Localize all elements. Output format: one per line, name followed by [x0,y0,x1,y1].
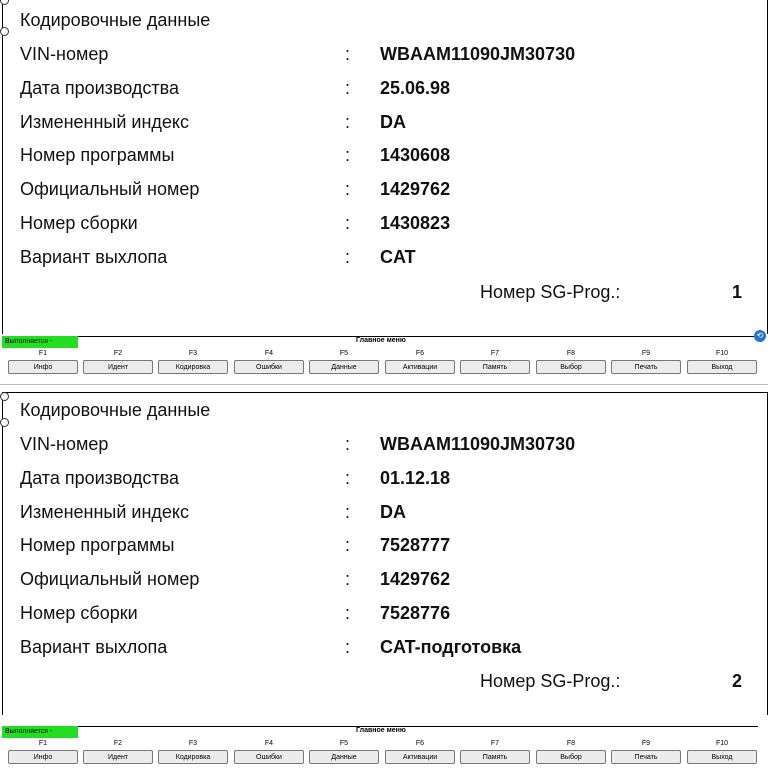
row-label: Дата производства [20,468,180,488]
fkey-number: F3 [188,740,198,747]
main-menu-title: Главное меню [356,727,406,734]
data-row-assembly-number [20,213,740,243]
row-colon: : [345,434,351,454]
row-colon: : [345,78,351,98]
fkey-number: F3 [188,350,198,357]
row-label: Вариант выхлопа [20,247,168,267]
activations-button[interactable]: Активации [385,360,455,374]
fkey-f1 [6,740,80,770]
data-row-vin [20,44,740,74]
sg-prog-label: Номер SG-Prog.: [480,282,621,302]
data-row-modified-index [20,112,740,142]
function-key-bar [6,350,762,380]
row-value: 7528777 [380,535,451,555]
row-value: WBAAM11090JM30730 [380,434,576,454]
fkey-f8 [534,740,608,770]
fkey-f9 [609,350,683,380]
fkey-f6 [383,740,457,770]
data-row-production-date [20,468,740,498]
errors-button[interactable]: Ошибки [234,360,304,374]
fkey-number: F7 [490,740,500,747]
print-button[interactable]: Печать [611,750,681,764]
fkey-number: F2 [113,350,123,357]
panel-heading: Кодировочные данные [20,10,211,30]
running-status-badge: Выполняется - [2,336,78,348]
print-button[interactable]: Печать [611,360,681,374]
main-menu-title: Главное меню [356,337,406,344]
fkey-number: F9 [641,740,651,747]
memory-button[interactable]: Память [460,750,530,764]
fkey-number: F6 [415,350,425,357]
row-label: Номер программы [20,145,175,165]
fkey-f4 [232,350,306,380]
data-row-exhaust-variant [20,637,740,667]
row-value: CAT-подготовка [380,637,522,657]
info-icon[interactable]: ⟲ [754,330,766,342]
fkey-f10 [685,350,759,380]
row-colon: : [345,535,351,555]
data-row-official-number [20,179,740,209]
row-value: CAT [380,247,416,267]
fkey-f3 [156,350,230,380]
status-divider [78,726,758,727]
fkey-f5 [307,350,381,380]
fkey-f2 [81,350,155,380]
row-label: Измененный индекс [20,502,189,522]
row-label: Номер сборки [20,213,138,233]
fkey-f6 [383,350,457,380]
exit-button[interactable]: Выход [687,360,757,374]
fkey-f2 [81,740,155,770]
row-colon: : [345,569,351,589]
row-colon: : [345,179,351,199]
row-label: Измененный индекс [20,112,189,132]
sg-prog-value: 1 [731,282,742,302]
row-value: 01.12.18 [380,468,451,488]
row-colon: : [345,44,351,64]
fkey-number: F5 [339,350,349,357]
select-button[interactable]: Выбор [536,750,606,764]
status-bar [0,331,768,350]
data-button[interactable]: Данные [309,750,379,764]
row-colon: : [345,603,351,623]
info-button[interactable]: Инфо [8,360,78,374]
data-row-official-number [20,569,740,599]
row-colon: : [345,502,351,522]
data-button[interactable]: Данные [309,360,379,374]
data-row-program-number [20,535,740,565]
fkey-f7 [458,740,532,770]
panel-heading: Кодировочные данные [20,400,211,420]
memory-button[interactable]: Память [460,360,530,374]
row-label: Дата производства [20,78,180,98]
row-label: Официальный номер [20,179,200,199]
select-button[interactable]: Выбор [536,360,606,374]
fkey-number: F7 [490,350,500,357]
fkey-f4 [232,740,306,770]
data-row-exhaust-variant [20,247,740,277]
row-value: DA [380,502,406,522]
fkey-number: F6 [415,740,425,747]
running-status-badge: Выполняется - [2,726,78,738]
coding-button[interactable]: Кодировка [158,360,228,374]
fkey-f1 [6,350,80,380]
row-colon: : [345,112,351,132]
row-value: 1430608 [380,145,451,165]
row-label: Номер сборки [20,603,138,623]
row-colon: : [345,637,351,657]
exit-button[interactable]: Выход [687,750,757,764]
fkey-number: F2 [113,740,123,747]
row-label: VIN-номер [20,434,109,454]
row-value: 1429762 [380,179,451,199]
row-label: Вариант выхлопа [20,637,168,657]
data-row-modified-index [20,502,740,532]
data-row-vin [20,434,740,464]
data-row-production-date [20,78,740,108]
fkey-f10 [685,740,759,770]
row-colon: : [345,213,351,233]
row-label: Номер программы [20,535,175,555]
row-label: Официальный номер [20,569,200,589]
sg-prog-value: 2 [731,671,742,691]
status-bar [0,726,768,740]
fkey-number: F4 [264,350,274,357]
row-value: 25.06.98 [380,78,451,98]
row-label: VIN-номер [20,44,109,64]
info-button[interactable]: Инфо [8,750,78,764]
fkey-f8 [534,350,608,380]
fkey-f5 [307,740,381,770]
corner-ring-icon [0,27,9,36]
fkey-f3 [156,740,230,770]
fkey-number: F5 [339,740,349,747]
fkey-number: F8 [566,740,576,747]
status-divider [78,336,758,337]
row-value: 1429762 [380,569,451,589]
errors-button[interactable]: Ошибки [234,750,304,764]
sg-prog-label: Номер SG-Prog.: [480,671,621,691]
row-value: DA [380,112,406,132]
activations-button[interactable]: Активации [385,750,455,764]
fkey-number: F8 [566,350,576,357]
fkey-number: F4 [264,740,274,747]
data-row-program-number [20,145,740,175]
fkey-number: F10 [715,740,729,747]
row-colon: : [345,247,351,267]
fkey-f7 [458,350,532,380]
function-key-bar [6,740,762,770]
row-colon: : [345,468,351,488]
fkey-number: F1 [38,740,48,747]
row-value: WBAAM11090JM30730 [380,44,576,64]
coding-button[interactable]: Кодировка [158,750,228,764]
fkey-number: F1 [38,350,48,357]
ident-button[interactable]: Идент [83,360,153,374]
corner-ring-icon [0,392,9,401]
row-colon: : [345,145,351,165]
corner-ring-icon [0,418,9,427]
ident-button[interactable]: Идент [83,750,153,764]
fkey-number: F10 [715,350,729,357]
row-value: 1430823 [380,213,451,233]
coding-data-panel-2 [0,390,768,768]
data-row-assembly-number [20,603,740,633]
fkey-f9 [609,740,683,770]
row-value: 7528776 [380,603,451,623]
fkey-number: F9 [641,350,651,357]
